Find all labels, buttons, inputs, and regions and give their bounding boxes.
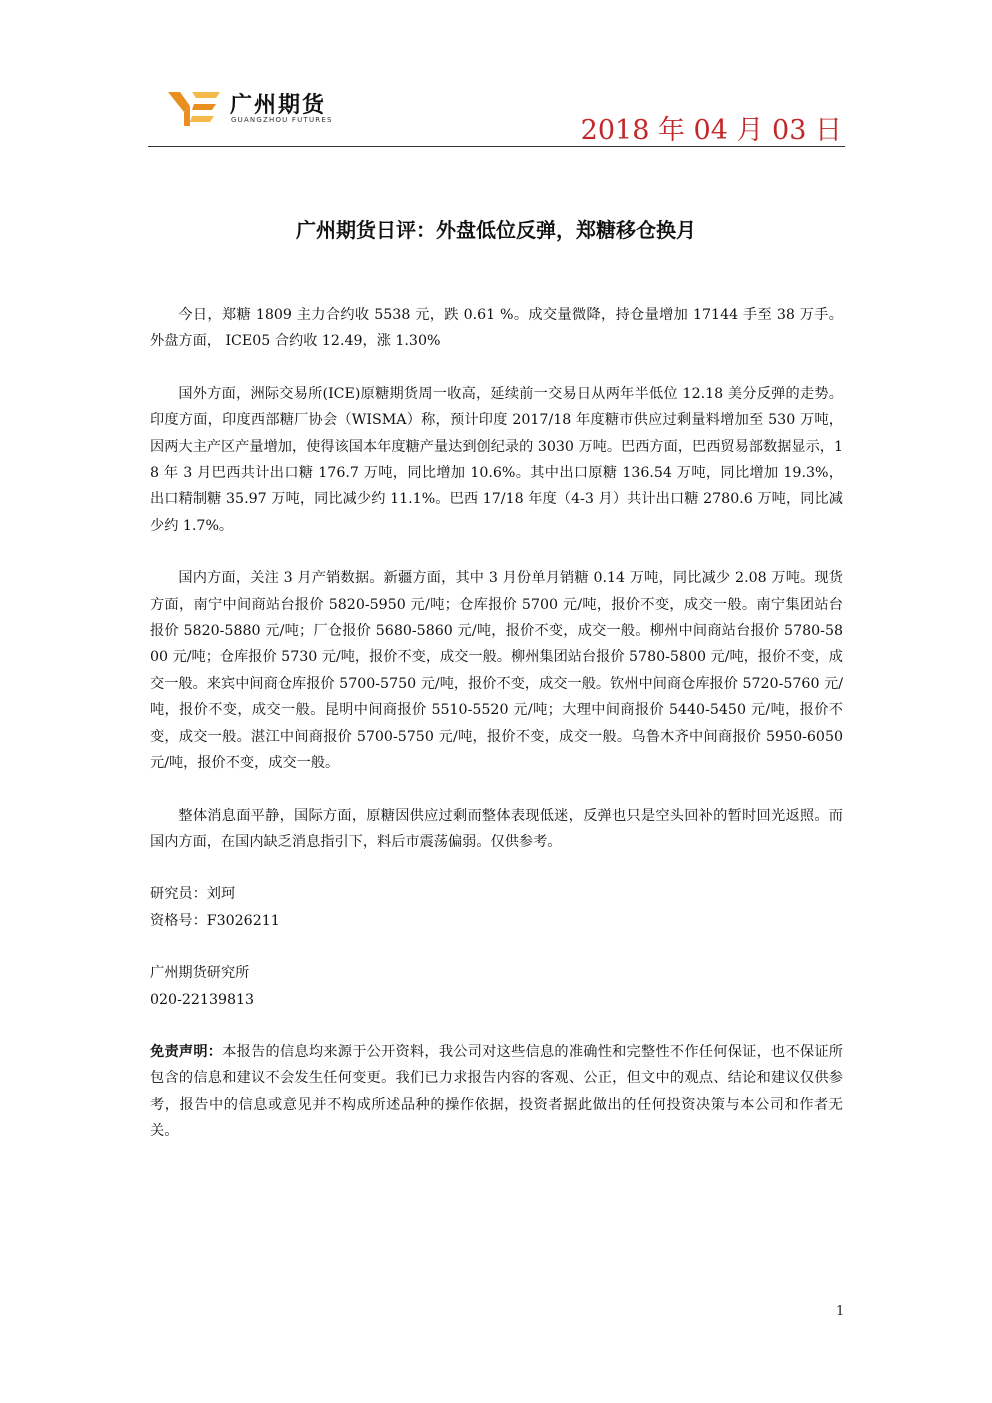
page-number: 1 <box>836 1304 845 1319</box>
report-body <box>150 302 843 1145</box>
report-date: 2018 年 04 月 03 日 <box>580 115 842 146</box>
institute-phone: 020-22139813 <box>150 991 255 1008</box>
paragraph-spacer <box>150 777 843 803</box>
paragraph-spacer <box>150 855 843 881</box>
page-title: 广州期货日评：外盘低位反弹，郑糖移仓换月 <box>296 218 696 242</box>
institute-name: 广州期货研究所 <box>150 965 250 982</box>
header-divider <box>148 146 845 147</box>
paragraph-spacer <box>150 1013 843 1039</box>
researcher-license: 资格号：F3026211 <box>150 912 280 929</box>
company-logo-icon <box>168 90 224 126</box>
logo-english-name: GUANGZHOU FUTURES <box>231 116 333 124</box>
paragraph-spacer <box>150 539 843 565</box>
paragraph-spacer <box>150 934 843 960</box>
logo-chinese-name: 广州期货 <box>230 93 327 118</box>
researcher-name: 研究员：刘珂 <box>150 886 236 903</box>
disclaimer-label: 免责声明： <box>150 1043 223 1060</box>
paragraph-market-summary: 今日，郑糖 1809 主力合约收 5538 元，跌 0.61 %。成交量微降，持仓量增加 17144 手至 38 万手。外盘方面， ICE05 合约收 12.49，涨 1.30% <box>150 307 843 350</box>
paragraph-spacer <box>150 355 843 381</box>
paragraph-domestic: 国内方面，关注 3 月产销数据。新疆方面，其中 3 月份单月销糖 0.14 万吨，同比减少 2.08 万吨。现货方面，南宁中间商站台报价 5820-5950 元/吨；仓库报价 5700 元/吨，报价不变，成交一般。南宁集团站台报价 5820-5880 元/吨；厂仓报价 5680-5860 元/吨，报价不变，成交一般。柳州中间商站台报价 5780-5800 元/吨；仓库报价 5730 元/吨，报价不变，成交一般。柳州集团站台报价 5780-5800 元/吨，报价不变，成交一般。来宾中间商仓库报价 5700-5750 元/吨，报价不变，成交一般。钦州中间商仓库报价 5720-5760 元/吨，报价不变，成交一般。昆明中间商报价 5510-5520 元/吨；大理中间商报价 5440-5450 元/吨，报价不变，成交一般。湛江中间商报价 5700-5750 元/吨，报价不变，成交一般。乌鲁木齐中间商报价 5950-6050 元/吨，报价不变，成交一般。 <box>150 570 843 772</box>
disclaimer-text: 本报告的信息均来源于公开资料，我公司对这些信息的准确性和完整性不作任何保证，也不保证所包含的信息和建议不会发生任何变更。我们已力求报告内容的客观、公正，但文中的观点、结论和建议仅供参考，报告中的信息或意见并不构成所述品种的操作依据，投资者据此做出的任何投资决策与本公司和作者无关。 <box>150 1043 843 1140</box>
disclaimer <box>150 1039 843 1145</box>
paragraph-international: 国外方面，洲际交易所(ICE)原糖期货周一收高，延续前一交易日从两年半低位 12.18 美分反弹的走势。印度方面，印度西部糖厂协会（WISMA）称，预计印度 2017/18 年度糖市供应过剩量料增加至 530 万吨，因两大主产区产量增加，使得该国本年度糖产量达到创纪录的 3030 万吨。巴西方面，巴西贸易部数据显示，18 年 3 月巴西共计出口糖 176.7 万吨，同比增加 10.6%。其中出口原糖 136.54 万吨，同比增加 19.3%，出口精制糖 35.97 万吨，同比减少约 11.1%。巴西 17/18 年度（4-3 月）共计出口糖 2780.6 万吨，同比减少约 1.7%。 <box>150 385 843 534</box>
company-logo <box>168 86 358 130</box>
paragraph-outlook: 整体消息面平静，国际方面，原糖因供应过剩而整体表现低迷，反弹也只是空头回补的暂时回光返照。而国内方面，在国内缺乏消息指引下，料后市震荡偏弱。仅供参考。 <box>150 807 843 850</box>
